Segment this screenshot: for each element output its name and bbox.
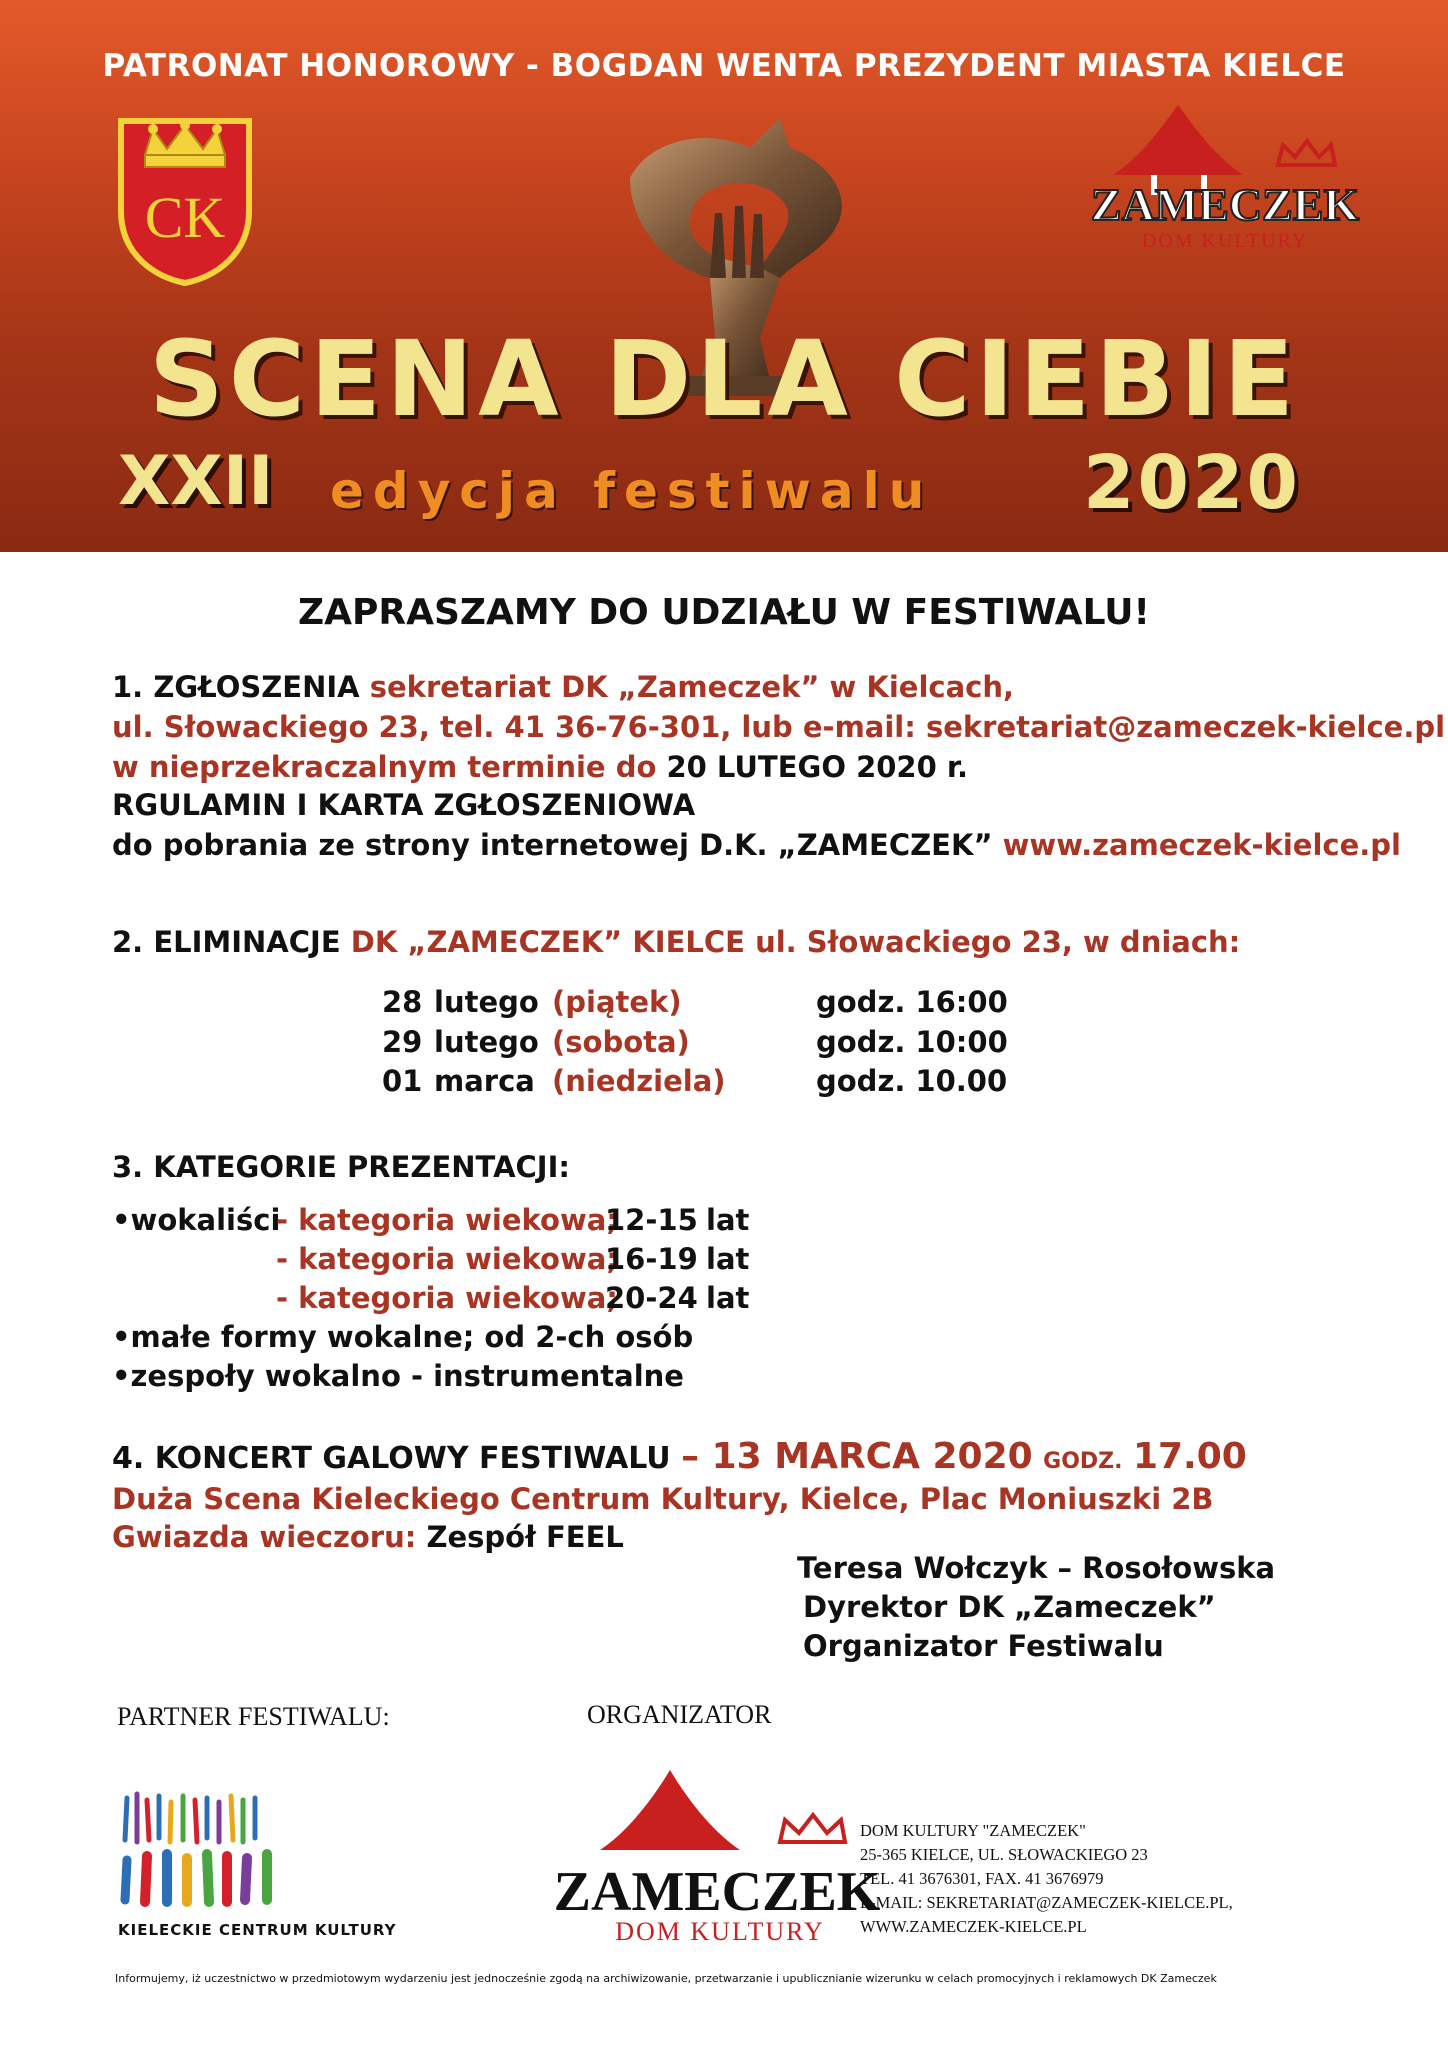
date-row-time: godz. 16:00 — [816, 985, 1008, 1019]
small-forms: •małe formy wokalne; od 2-ch osób — [112, 1320, 694, 1354]
festival-year: 2020 — [1083, 440, 1301, 526]
signature-role2: Organizator Festiwalu — [803, 1629, 1164, 1663]
edition-roman: XXII — [118, 442, 274, 521]
section4-line1 — [112, 1436, 1247, 1477]
organizer-label: ORGANIZATOR — [587, 1700, 772, 1729]
section1-line5 — [112, 828, 1401, 862]
kck-logo — [115, 1790, 315, 1925]
date-row-month: lutego — [434, 1025, 539, 1059]
date-row-day: 01 — [382, 1064, 423, 1098]
bands: •zespoły wokalno - instrumentalne — [112, 1359, 684, 1393]
section2-head: ELIMINACJE — [153, 925, 341, 959]
section4-head: 4. KONCERT GALOWY FESTIWALU — [112, 1441, 671, 1476]
kck-name: KIELECKIE CENTRUM KULTURY — [118, 1921, 397, 1939]
age-category-label: - kategoria wiekowa; — [276, 1242, 618, 1276]
gala-date: – 13 MARCA 2020 — [681, 1436, 1033, 1477]
age-unit: lat — [706, 1203, 750, 1237]
deadline-date: 20 LUTEGO 2020 r. — [666, 750, 969, 784]
date-row-month: marca — [434, 1064, 535, 1098]
date-row-time: godz. 10.00 — [816, 1064, 1008, 1098]
section1-head-rest: sekretariat DK „Zameczek” w Kielcach, — [369, 670, 1015, 704]
edition-label: edycja festiwalu — [330, 462, 934, 520]
download-label: do pobrania ze strony internetowej D.K. „ZAMECZEK” — [112, 828, 993, 862]
section2-head-rest: DK „ZAMECZEK” KIELCE ul. Słowackiego 23, w dniach: — [350, 925, 1241, 959]
age-range: 16-19 — [605, 1242, 698, 1276]
section1-line2: ul. Słowackiego 23, tel. 41 36-76-301, lub e-mail: sekretariat@zameczek-kielce.pl — [112, 710, 1446, 744]
date-row-weekday: (sobota) — [552, 1025, 690, 1059]
age-unit: lat — [706, 1281, 750, 1315]
signature-role1: Dyrektor DK „Zameczek” — [803, 1590, 1216, 1624]
star-label: Gwiazda wieczoru: — [112, 1520, 417, 1554]
section2-line1 — [112, 925, 1240, 959]
website-link[interactable]: www.zameczek-kielce.pl — [1002, 828, 1401, 862]
zameczek-logo-text: ZAMECZEK — [1090, 179, 1360, 230]
gala-time: 17.00 — [1132, 1436, 1247, 1477]
section2-num: 2. — [112, 925, 144, 959]
section1-num: 1. — [112, 670, 144, 704]
address-line: DOM KULTURY "ZAMECZEK" — [860, 1821, 1086, 1840]
partner-label: PARTNER FESTIWALU: — [117, 1702, 390, 1731]
address-line: 25-365 KIELCE, UL. SŁOWACKIEGO 23 — [860, 1845, 1148, 1864]
coat-letters: CK — [144, 185, 226, 250]
section1-head: ZGŁOSZENIA — [153, 670, 360, 704]
zameczek-logo — [1090, 105, 1360, 255]
section1-line4: RGULAMIN I KARTA ZGŁOSZENIOWA — [112, 788, 696, 822]
address-line: TEL. 41 3676301, FAX. 41 3676979 — [860, 1869, 1104, 1888]
signature-name: Teresa Wołczyk – Rosołowska — [797, 1551, 1276, 1585]
gala-venue: Duża Scena Kieleckiego Centrum Kultury, Kielce, Plac Moniuszki 2B — [112, 1482, 1214, 1516]
organizer-address — [860, 1819, 1233, 1939]
festival-title: SCENA DLA CIEBIE — [148, 318, 1300, 440]
organizer-logo — [553, 1770, 881, 1946]
address-website[interactable]: WWW.ZAMECZEK-KIELCE.PL — [860, 1917, 1087, 1936]
disclaimer: Informujemy, iż uczestnictwo w przedmiotowym wydarzeniu jest jednocześnie zgodą na archiwizowanie, przetwarzanie i upublicznianie wizerunku w celach promocyjnych i reklamowych DK Zameczek — [115, 1972, 1217, 1985]
deadline-label: w nieprzekraczalnym terminie do — [112, 750, 657, 784]
vocalists-label: •wokaliści — [112, 1203, 281, 1237]
patronat-line: PATRONAT HONOROWY - BOGDAN WENTA PREZYDENT MIASTA KIELCE — [102, 48, 1346, 84]
section3-head: 3. KATEGORIE PREZENTACJI: — [112, 1150, 570, 1184]
section1-line1 — [112, 670, 1014, 704]
date-row-day: 28 — [382, 985, 423, 1019]
date-row-day: 29 — [382, 1025, 423, 1059]
age-range: 20-24 — [605, 1281, 698, 1315]
organizer-logo-sub: DOM KULTURY — [615, 1917, 825, 1946]
date-row-month: lutego — [434, 985, 539, 1019]
age-unit: lat — [706, 1242, 750, 1276]
section1-line3 — [112, 750, 968, 784]
star-name: Zespół FEEL — [426, 1520, 624, 1554]
invite-heading: ZAPRASZAMY DO UDZIAŁU W FESTIWALU! — [298, 592, 1150, 633]
address-email[interactable]: E-MAIL: SEKRETARIAT@ZAMECZEK-KIELCE.PL, — [860, 1893, 1233, 1912]
age-category-label: - kategoria wiekowa; — [276, 1281, 618, 1315]
kielce-coat-of-arms — [115, 115, 255, 287]
age-category-label: - kategoria wiekowa; — [276, 1203, 618, 1237]
date-row-time: godz. 10:00 — [816, 1025, 1008, 1059]
age-range: 12-15 — [605, 1203, 698, 1237]
gala-godz: GODZ. — [1043, 1449, 1123, 1474]
zameczek-logo-sub: DOM KULTURY — [1141, 230, 1309, 252]
gala-star-line — [112, 1520, 624, 1554]
organizer-logo-text: ZAMECZEK — [553, 1861, 881, 1923]
date-row-weekday: (piątek) — [552, 985, 682, 1019]
date-row-weekday: (niedziela) — [552, 1064, 726, 1098]
